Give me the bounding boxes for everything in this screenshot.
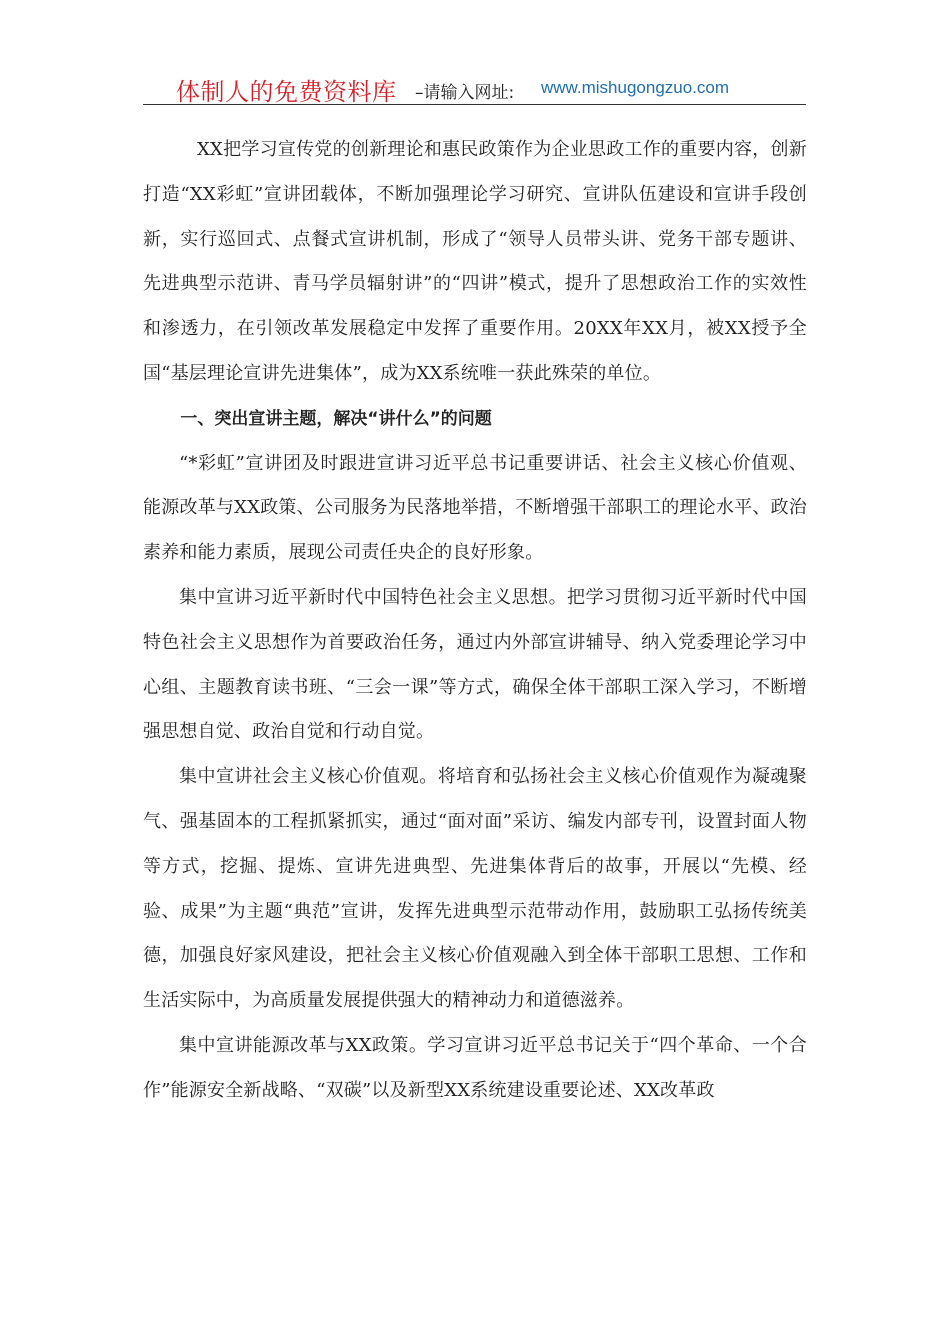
body-paragraph: 集中宣讲能源改革与XX政策。学习宣讲习近平总书记关于“四个革命、一个合作”能源安全新战略、“双碳”以及新型XX系统建设重要论述、XX改革政 [143,1034,807,1101]
body-paragraph: “*彩虹”宣讲团及时跟进宣讲习近平总书记重要讲话、社会主义核心价值观、能源改革与XX政策、公司服务为民落地举措，不断增强干部职工的理论水平、政治素养和能力素质，展现公司责任央企的良好形象。 [143,452,807,564]
intro-paragraph: XX把学习宣传党的创新理论和惠民政策作为企业思政工作的重要内容，创新打造“XX彩虹”宣讲团载体，不断加强理论学习研究、宣讲队伍建设和宣讲手段创新，实行巡回式、点餐式宣讲机制，形成了“领导人员带头讲、党务干部专题讲、先进典型示范讲、青马学员辐射讲”的“四讲”模式，提升了思想政治工作的实效性和渗透力，在引领改革发展稳定中发挥了重要作用。20XX年XX月，被XX授予全国“基层理论宣讲先进集体”，成为XX系统唯一获此殊荣的单位。 [143,139,807,384]
section-heading: 一、突出宣讲主题，解决“讲什么”的问题 [180,408,492,429]
body-paragraph: 集中宣讲习近平新时代中国特色社会主义思想。把学习贯彻习近平新时代中国特色社会主义思想作为首要政治任务，通过内外部宣讲辅导、纳入党委理论学习中心组、主题教育读书班、“三会一课”等方式，确保全体干部职工深入学习，不断增强思想自觉、政治自觉和行动自觉。 [143,586,807,743]
body-paragraph: 集中宣讲社会主义核心价值观。将培育和弘扬社会主义核心价值观作为凝魂聚气、强基固本的工程抓紧抓实，通过“面对面”采访、编发内部专刊，设置封面人物等方式，挖掘、提炼、宣讲先进典型、先进集体背后的故事，开展以“先模、经验、成果”为主题“典范”宣讲，发挥先进典型示范带动作用，鼓励职工弘扬传统美德，加强良好家风建设，把社会主义核心价值观融入到全体干部职工思想、工作和生活实际中，为高质量发展提供强大的精神动力和道德滋养。 [143,766,807,1012]
url-prompt: –请输入网址: [415,83,515,103]
website-link[interactable]: www.mishugongzuo.com [541,78,730,97]
page-header [143,72,806,105]
brand-title: 体制人的免费资料库 [176,78,397,106]
document-body [143,128,807,1114]
